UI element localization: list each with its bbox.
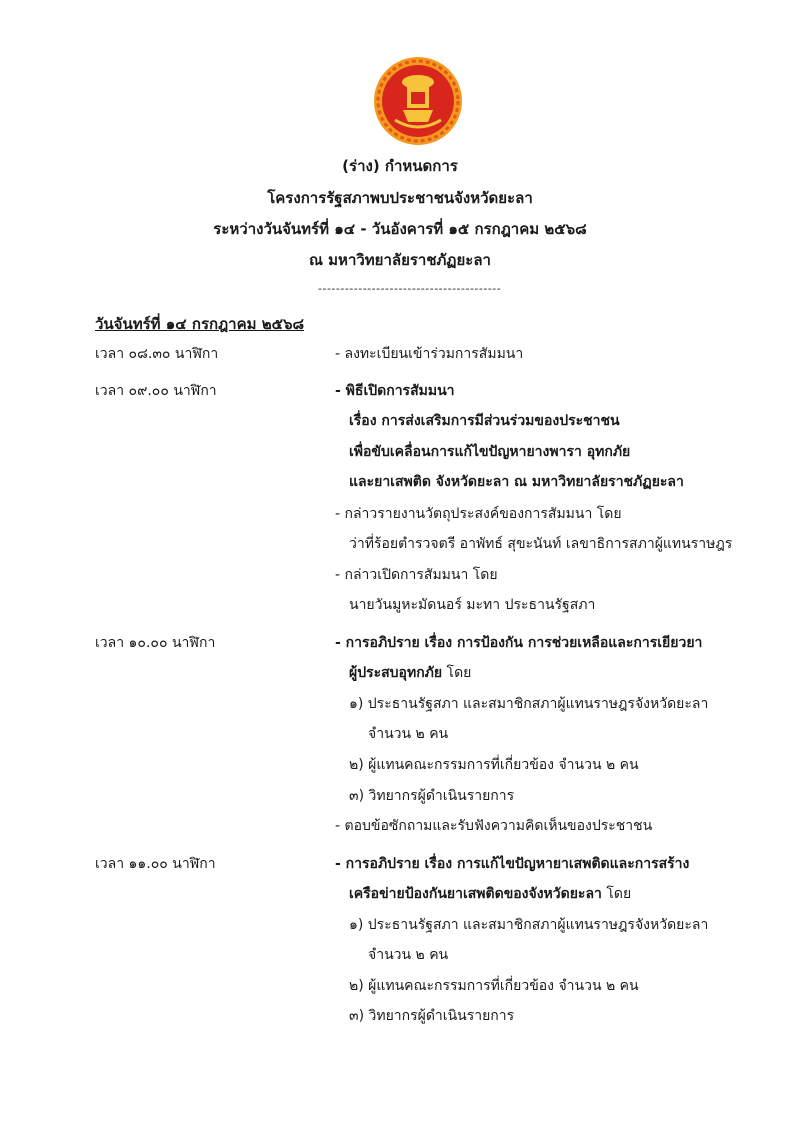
s4-panel-item-2: ๒) ผู้แทนคณะกรรมการที่เกี่ยวข้อง จำนวน ๒ คน — [349, 978, 639, 994]
s4-by: โดย — [601, 886, 632, 902]
s2-topic-line-1: เรื่อง การส่งเสริมการมีส่วนร่วมของประชาชน — [349, 413, 620, 429]
s4-topic-bold: เครือข่ายป้องกันยาเสพติดของจังหวัดยะลา — [349, 886, 602, 902]
s2-topic-line-3: และยาเสพติด จังหวัดยะลา ณ มหาวิทยาลัยราชภัฏยะลา — [349, 474, 684, 490]
time-0900: เวลา ๐๙.๐๐ นาฬิกา — [95, 383, 217, 399]
header-line-2: โครงการรัฐสภาพบประชาชนจังหวัดยะลา — [267, 189, 533, 207]
day-title: วันจันทร์ที่ ๑๔ กรกฎาคม ๒๕๖๘ — [95, 315, 305, 333]
s2-report-speech: - กล่าวรายงานวัตถุประสงค์ของการสัมมนา โดย — [335, 506, 622, 522]
s3-by: โดย — [442, 665, 472, 681]
time-0830: เวลา ๐๘.๓๐ นาฬิกา — [95, 346, 219, 362]
time-1000: เวลา ๑๐.๐๐ นาฬิกา — [95, 635, 216, 651]
s4-panel-item-3: ๓) วิทยากรผู้ดำเนินรายการ — [349, 1008, 515, 1024]
s3-topic-bold: ผู้ประสบอุทกภัย — [349, 665, 443, 681]
s1-registration: - ลงทะเบียนเข้าร่วมการสัมมนา — [335, 346, 524, 362]
s2-opening-speaker: นายวันมูหะมัดนอร์ มะทา ประธานรัฐสภา — [349, 597, 596, 613]
s4-discussion-title-cont — [349, 883, 631, 905]
s2-opening-ceremony: - พิธีเปิดการสัมมนา — [335, 383, 455, 399]
s2-topic-line-2: เพื่อขับเคลื่อนการแก้ไขปัญหายางพารา อุทกภัย — [349, 444, 631, 460]
s2-opening-speech: - กล่าวเปิดการสัมมนา โดย — [335, 567, 498, 583]
header-divider: ----------------------------------------- — [318, 282, 502, 295]
header-line-1: (ร่าง) กำหนดการ — [342, 157, 458, 175]
s2-report-speaker: ว่าที่ร้อยตำรวจตรี อาพัทธ์ สุขะนันท์ เลขาธิการสภาผู้แทนราษฎร — [349, 536, 733, 552]
s3-qa: - ตอบข้อซักถามและรับฟังความคิดเห็นของประชาชน — [335, 818, 653, 834]
s4-panel-item-1: ๑) ประธานรัฐสภา และสมาชิกสภาผู้แทนราษฎรจังหวัดยะลา — [349, 917, 709, 933]
header-line-3: ระหว่างวันจันทร์ที่ ๑๔ - วันอังคารที่ ๑๕ กรกฎาคม ๒๕๖๘ — [213, 220, 587, 238]
parliament-emblem-icon — [373, 56, 463, 146]
s4-panel-item-1-count: จำนวน ๒ คน — [368, 947, 449, 963]
time-1100: เวลา ๑๑.๐๐ นาฬิกา — [95, 856, 216, 872]
header-line-4: ณ มหาวิทยาลัยราชภัฏยะลา — [309, 251, 491, 269]
s3-panel-item-2: ๒) ผู้แทนคณะกรรมการที่เกี่ยวข้อง จำนวน ๒ คน — [349, 757, 639, 773]
s3-panel-item-1-count: จำนวน ๒ คน — [368, 726, 449, 742]
s4-discussion-title: - การอภิปราย เรื่อง การแก้ไขปัญหายาเสพติดและการสร้าง — [335, 856, 690, 872]
s3-panel-item-3: ๓) วิทยากรผู้ดำเนินรายการ — [349, 788, 515, 804]
s3-panel-item-1: ๑) ประธานรัฐสภา และสมาชิกสภาผู้แทนราษฎรจังหวัดยะลา — [349, 696, 709, 712]
s3-discussion-title-cont — [349, 662, 471, 684]
s3-discussion-title: - การอภิปราย เรื่อง การป้องกัน การช่วยเหลือและการเยียวยา — [335, 635, 703, 651]
